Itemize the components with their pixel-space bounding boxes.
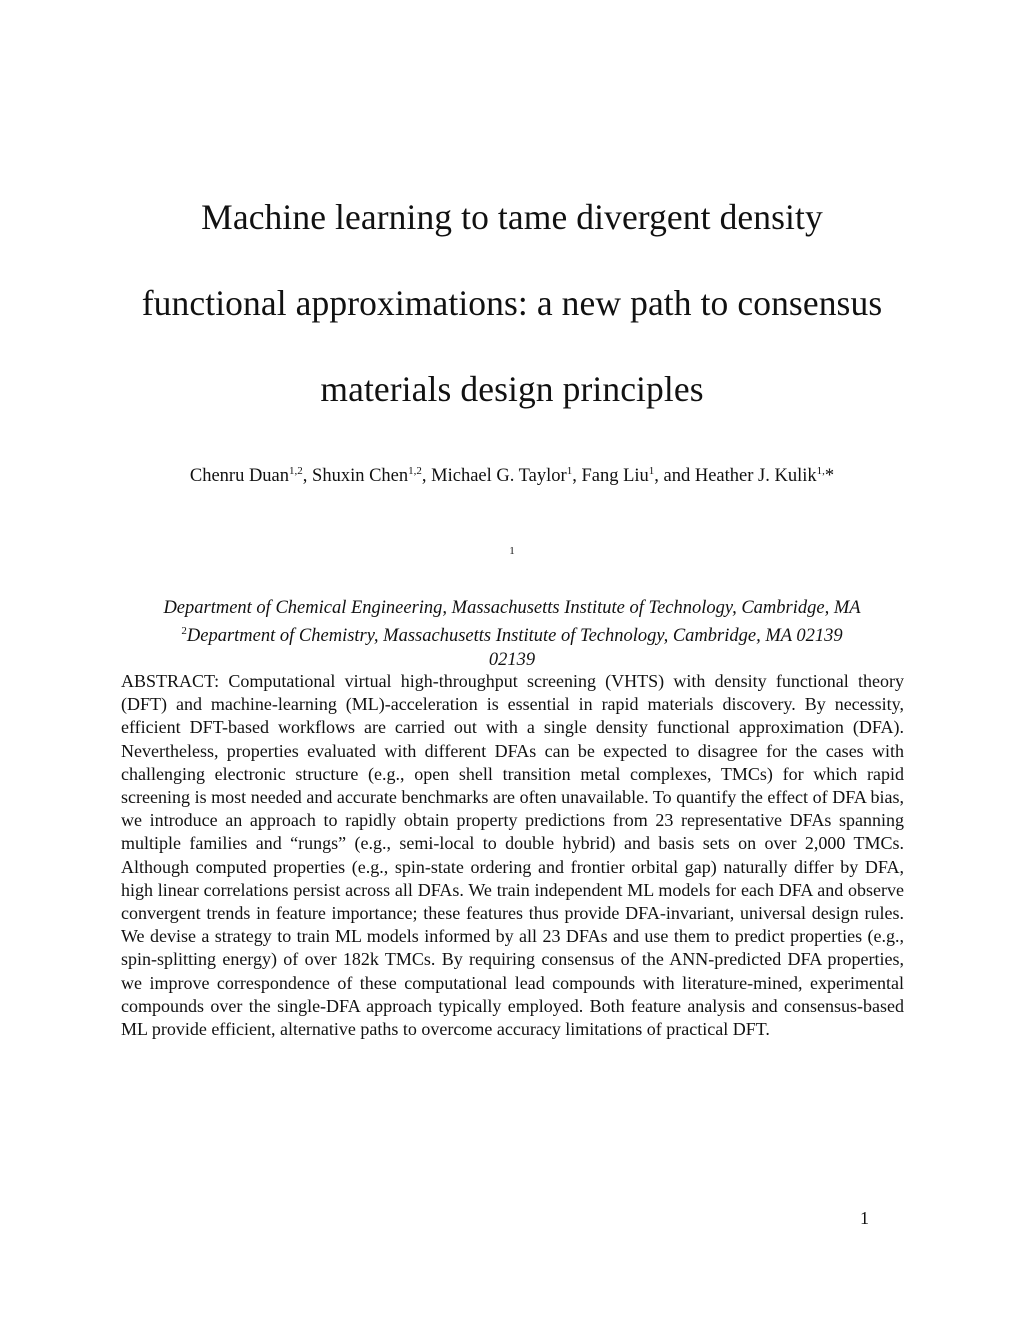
author-name: Michael G. Taylor	[431, 466, 567, 486]
author-affiliation-mark: 1	[648, 464, 655, 477]
author-affiliation-mark: 1	[566, 464, 573, 477]
corresponding-author-mark: *	[824, 466, 835, 486]
affiliation-1-line-2: 02139	[488, 650, 536, 670]
title-line-3: materials design principles	[320, 369, 704, 409]
author-separator: , and	[654, 466, 695, 486]
paper-title	[80, 174, 944, 432]
abstract-label: ABSTRACT:	[121, 671, 220, 691]
abstract-text: Computational virtual high-throughput screening (VHTS) with density functional theory (DFT) and machine-learning (ML)-acceleration is essential in rapid materials discovery. By necessity, efficient DFT-based workflows are carried out with a single density functional approximation (DFA). Nevertheless, properties evaluated with different DFAs can be expected to disagree for the cases with challenging electronic structure (e.g., open shell transition metal complexes, TMCs) for which rapid screening is most needed and accurate benchmarks are often unavailable. To quantify the effect of DFA bias, we introduce an approach to rapidly obtain property predictions from 23 representative DFAs spanning multiple families and “rungs” (e.g., semi-local to double hybrid) and basis sets on over 2,000 TMCs. Although computed properties (e.g., spin-state ordering and frontier orbital gap) naturally differ by DFA, high linear correlations persist across all DFAs. We train independent ML models for each DFA and observe convergent trends in feature importance; these features thus provide DFA-invariant, universal design rules. We devise a strategy to train ML models informed by all 23 DFAs and use them to predict properties (e.g., spin-splitting energy) of over 182k TMCs. By requiring consensus of the ANN-predicted DFA properties, we improve correspondence of these computational lead compounds with literature-mined, experimental compounds over the single-DFA approach typically employed. Both feature analysis and consensus-based ML provide efficient, alternative paths to overcome accuracy limitations of practical DFT.	[121, 671, 905, 1040]
abstract	[121, 670, 904, 1041]
affiliation-mark: 2	[181, 624, 187, 637]
author-name: Chenru Duan	[189, 466, 290, 486]
affiliation-1-text: Department of Chemical Engineering, Massachusetts Institute of Technology, Cambridge, MA	[163, 598, 861, 618]
affiliation-1	[100, 530, 924, 686]
title-line-1: Machine learning to tame divergent density	[201, 197, 823, 237]
affiliation-2-text: Department of Chemistry, Massachusetts Institute of Technology, Cambridge, MA 02139	[186, 626, 843, 646]
author-separator: ,	[421, 466, 432, 486]
author-list	[0, 462, 1024, 490]
page-number: 1	[860, 1208, 869, 1228]
title-line-2: functional approximations: a new path to consensus	[141, 283, 883, 323]
author-affiliation-mark: 1,2	[408, 464, 422, 477]
author-name: Fang Liu	[581, 466, 649, 486]
author-affiliation-mark: 1,2	[289, 464, 303, 477]
affiliation-1-line-1	[100, 530, 924, 634]
author-name: Heather J. Kulik	[694, 466, 817, 486]
affiliation-mark: 1	[509, 544, 515, 557]
author-name: Shuxin Chen	[312, 466, 409, 486]
author-separator: ,	[572, 466, 582, 486]
author-affiliation-mark: 1,	[816, 464, 825, 477]
author-separator: ,	[302, 466, 313, 486]
affiliation-2	[100, 622, 924, 650]
